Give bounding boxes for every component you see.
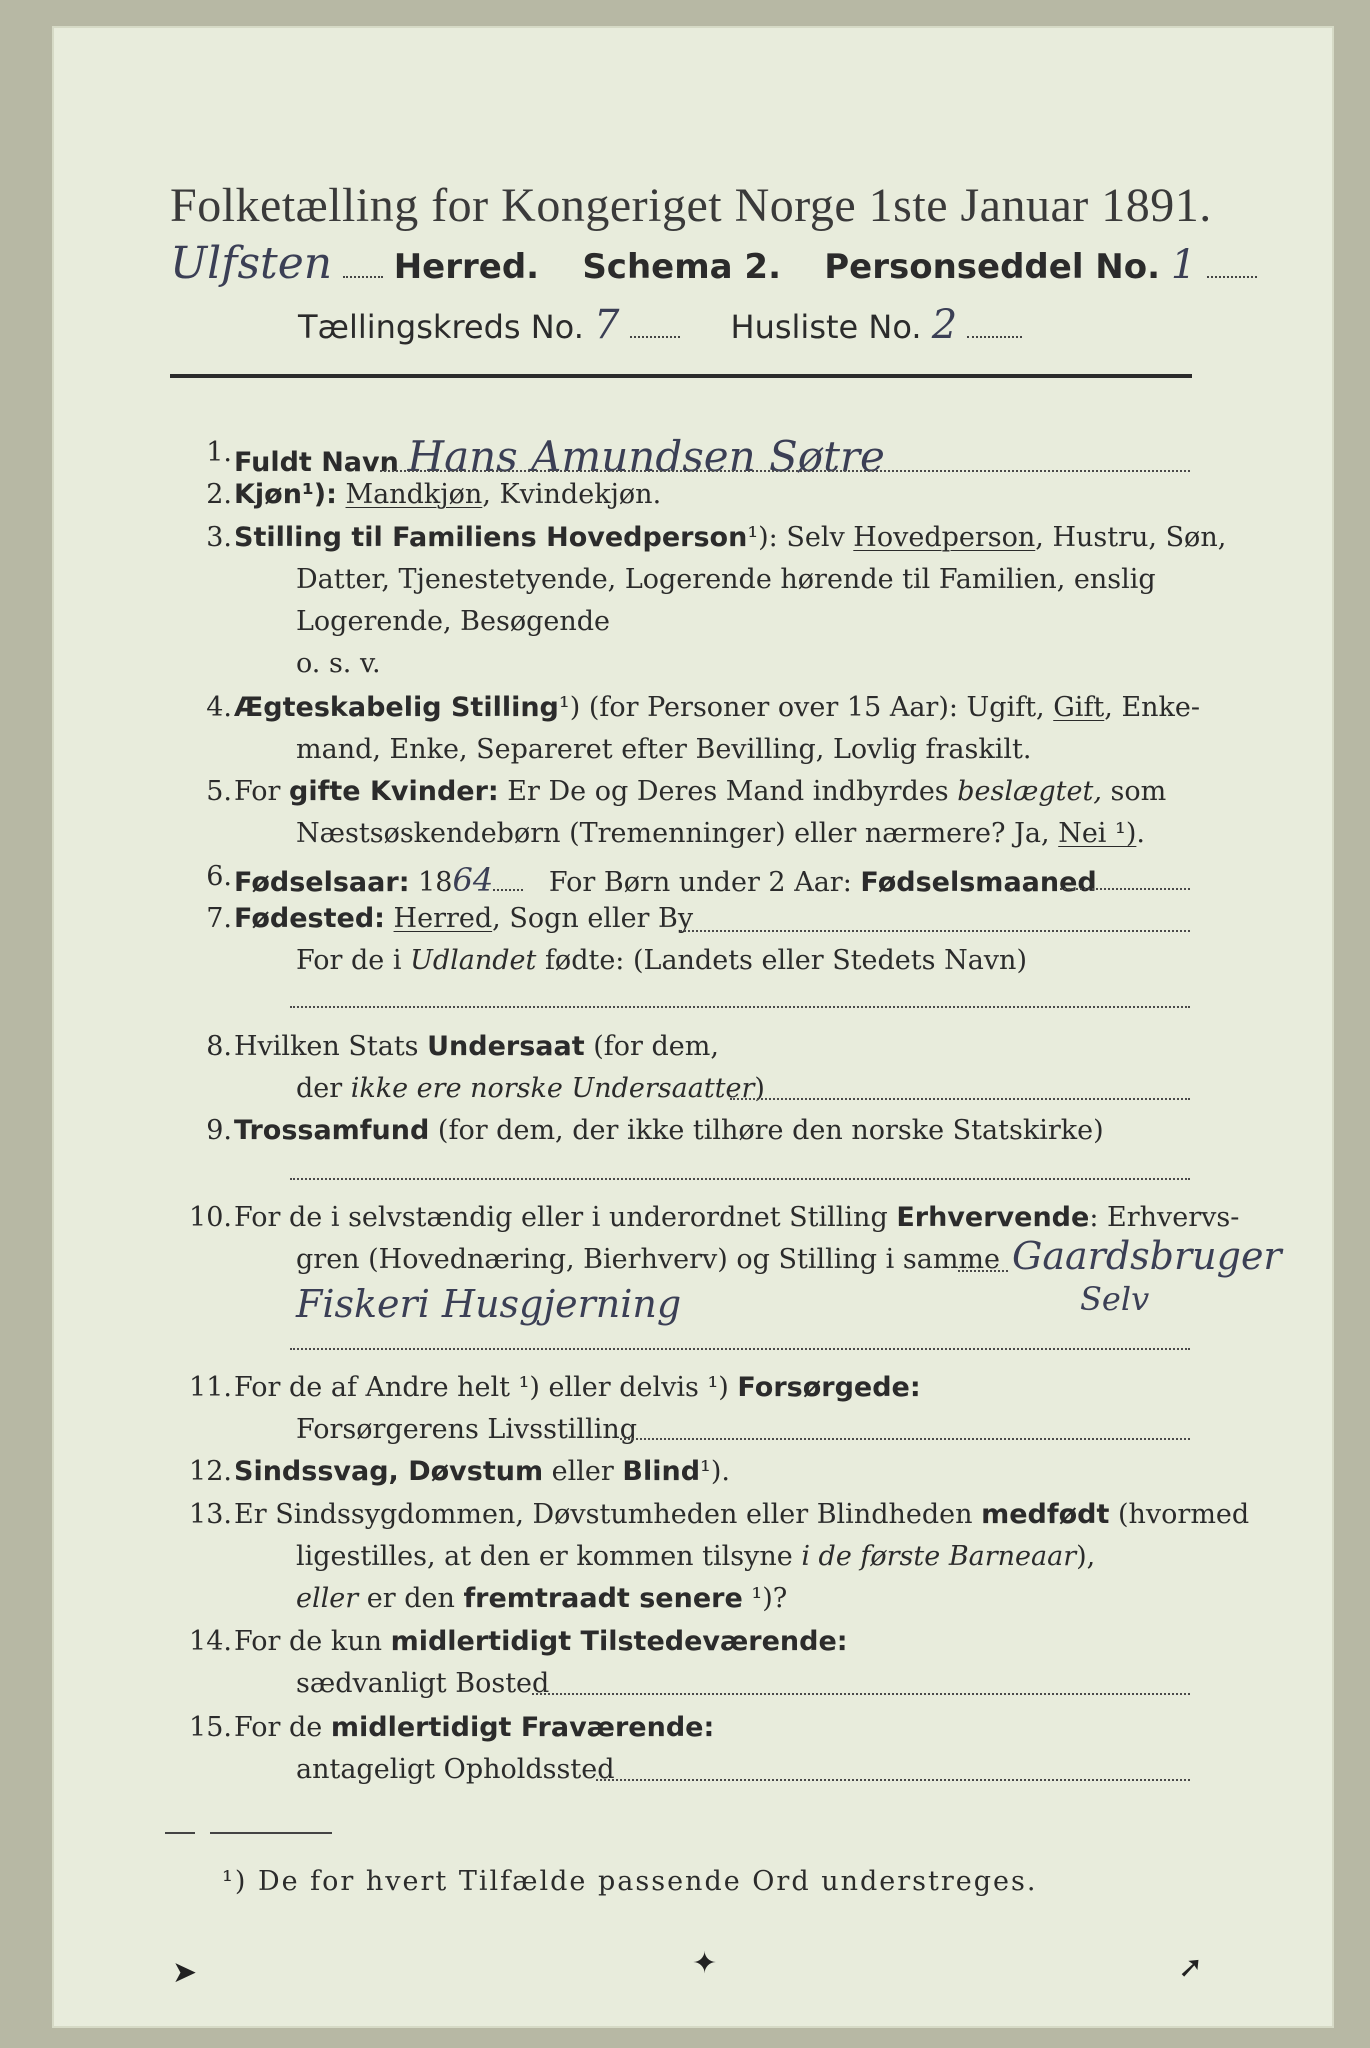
item-number: 8. [206, 1031, 232, 1062]
temporary-absent-text: For de [234, 1712, 331, 1743]
item-number: 5. [206, 776, 232, 807]
position-row-3: Logerende, Besøgende [296, 606, 610, 637]
full-name-row [234, 432, 885, 481]
herred-value: Ulfsten [170, 238, 333, 289]
occupation-text: : Erhvervs- [1089, 1202, 1240, 1233]
congenital-italic: i de første Barneaar [801, 1541, 1077, 1572]
usual-residence-line [532, 1693, 1190, 1695]
temporary-absent-row [234, 1712, 714, 1743]
position-selected: Hovedperson [853, 522, 1036, 553]
citizenship-line [730, 1098, 1190, 1100]
married-women-row [234, 776, 1166, 807]
personseddel-label: Personseddel No. [824, 247, 1161, 287]
temporary-present-label: midlertidigt Tilstedeværende: [390, 1626, 848, 1657]
temporary-absent-label: midlertidigt Fraværende: [330, 1712, 715, 1743]
later-label: fremtraadt senere [463, 1583, 743, 1614]
full-name-label: Fuldt Navn [234, 447, 399, 478]
supported-label: Forsørgede: [737, 1372, 921, 1403]
footnote-divider [165, 1832, 195, 1834]
occupation-label: Erhvervende [896, 1202, 1090, 1233]
usual-residence-row: sædvanligt Bosted [296, 1668, 550, 1699]
foreign-birth-line [290, 1006, 1190, 1008]
item-number: 13. [189, 1499, 232, 1530]
birth-month-label: Fødselsmaaned [860, 867, 1097, 898]
marital-row-2: mand, Enke, Separeret efter Bevilling, Lovlig fraskilt. [296, 734, 1032, 765]
birth-year-row [234, 861, 1097, 899]
header-rule [170, 374, 1192, 378]
husliste-value: 2 [931, 302, 958, 348]
citizenship-row-2 [296, 1073, 765, 1104]
birthplace-text: , Sogn eller By [492, 903, 694, 934]
married-women-italic: beslægtet, [957, 776, 1102, 807]
religion-text: (for dem, der ikke tilhøre den norske Statskirke) [429, 1115, 1104, 1146]
husliste-dots [967, 335, 1022, 338]
presumed-residence-line [596, 1779, 1190, 1781]
personseddel-dots [1207, 275, 1257, 278]
birth-month-text: For Børn under 2 Aar: [548, 867, 861, 898]
position-row [234, 522, 1226, 553]
herred-row [170, 238, 1257, 289]
married-women-end: . [1136, 818, 1145, 849]
item-number: 14. [189, 1626, 232, 1657]
disability-text: eller [543, 1456, 623, 1487]
schema-label: Schema 2. [582, 247, 781, 287]
presumed-residence-row: antageligt Opholdssted [296, 1754, 615, 1785]
occupation-value-2: Fiskeri Husgjerning [296, 1282, 682, 1326]
congenital-text: ), [1076, 1541, 1096, 1572]
congenital-row-2 [296, 1541, 1095, 1572]
position-text: , Hustru, Søn, [1035, 522, 1227, 553]
birthplace-line [680, 930, 1190, 932]
religion-row [234, 1115, 1104, 1146]
citizenship-text: Hvilken Stats [234, 1031, 428, 1062]
religion-line [290, 1178, 1190, 1180]
kreds-dots [630, 335, 680, 338]
congenital-text: er den [358, 1583, 464, 1614]
position-row-4: o. s. v. [296, 648, 381, 679]
temporary-present-text: For de kun [234, 1626, 391, 1657]
gender-rest: , Kvindekjøn. [482, 479, 662, 510]
supporter-line [620, 1438, 1190, 1440]
item-number: 11. [189, 1372, 232, 1403]
disability-row [234, 1456, 730, 1487]
congenital-text: (hvormed [1109, 1499, 1250, 1530]
married-women-text: som [1101, 776, 1167, 807]
birth-year-dots [493, 888, 523, 891]
citizenship-italic: ikke ere norske Undersaatter [350, 1073, 755, 1104]
position-label: Stilling til Familiens Hovedperson [234, 522, 748, 553]
item-number: 3. [206, 522, 232, 553]
occupation-text: gren (Hovednæring, Bierhverv) og Stilling i samme [296, 1244, 1001, 1275]
item-number: 10. [189, 1202, 232, 1233]
congenital-text: ¹)? [742, 1583, 788, 1614]
supported-row [234, 1372, 921, 1403]
item-number: 9. [206, 1115, 232, 1146]
birth-year-value: 64 [452, 861, 494, 899]
item-number: 4. [206, 692, 232, 723]
occupation-row [234, 1202, 1239, 1233]
religion-label: Trossamfund [234, 1115, 430, 1146]
congenital-label: medfødt [981, 1499, 1110, 1530]
footnote: ¹) De for hvert Tilfælde passende Ord understreges. [222, 1866, 1038, 1897]
item-number: 12. [189, 1456, 232, 1487]
citizenship-label: Undersaat [427, 1031, 585, 1062]
item-number: 2. [206, 479, 232, 510]
married-women-question: Næstsøskendebørn (Tremenninger) eller nærmere? Ja, [296, 818, 1059, 849]
occupation-line [958, 1270, 1008, 1272]
temporary-present-row [234, 1626, 848, 1657]
occupation-value-3: Selv [1080, 1280, 1150, 1318]
disability-label: Sindssvag, Døvstum [234, 1456, 544, 1487]
kreds-label: Tællingskreds No. [298, 308, 584, 346]
citizenship-text: ) [754, 1073, 765, 1104]
marital-text: , Enke- [1104, 692, 1201, 723]
gender-label: Kjøn¹): [234, 479, 337, 510]
occupation-text: For de i selvstændig eller i underordnet Stilling [234, 1202, 897, 1233]
disability-text: ¹). [700, 1456, 730, 1487]
registration-mark-icon: ✦ [692, 1946, 718, 1981]
item-number: 1. [206, 437, 232, 468]
registration-mark-icon: ➚ [1178, 1950, 1204, 1985]
footnote-divider [210, 1832, 332, 1834]
supporter-row: Forsørgerens Livsstilling [296, 1414, 638, 1445]
full-name-value: Hans Amundsen Søtre [407, 432, 885, 481]
full-name-line [380, 470, 1190, 472]
item-number: 7. [206, 903, 232, 934]
birthplace-label: Fødested: [234, 903, 385, 934]
congenital-text: ligestilles, at den er kommen tilsyne [296, 1541, 802, 1572]
position-row-2: Datter, Tjenestetyende, Logerende hørende til Familien, enslig [296, 564, 1156, 595]
kreds-value: 7 [594, 302, 620, 348]
congenital-text: Er Sindssygdommen, Døvstumheden eller Blindheden [234, 1499, 982, 1530]
herred-dots [343, 275, 383, 278]
birth-year-label: Fødselsaar: [234, 867, 410, 898]
citizenship-text: (for dem, [584, 1031, 719, 1062]
marital-label: Ægteskabelig Stilling [234, 692, 559, 723]
registration-mark-icon: ➤ [172, 1955, 198, 1990]
gender-male-selected: Mandkjøn [345, 479, 483, 510]
married-women-text: For [234, 776, 290, 807]
married-women-row-2 [296, 818, 1145, 849]
citizenship-row [234, 1031, 719, 1062]
citizenship-text: der [296, 1073, 351, 1104]
married-women-label: gifte Kvinder: [289, 776, 499, 807]
form-title: Folketælling for Kongeriget Norge 1ste Januar 1891. [170, 179, 1212, 232]
position-text: ¹): Selv [747, 522, 854, 553]
herred-label: Herred. [393, 247, 540, 287]
occupation-row-2 [296, 1244, 1000, 1275]
birth-month-line [1060, 888, 1190, 890]
birthplace-row [234, 903, 693, 934]
occupation-line-2 [290, 1348, 1190, 1350]
marital-row [234, 692, 1200, 723]
personseddel-value: 1 [1170, 242, 1197, 288]
marital-text: ¹) (for Personer over 15 Aar): Ugift, [558, 692, 1054, 723]
congenital-italic: eller [296, 1583, 359, 1614]
item-number: 6. [206, 861, 232, 892]
supported-text: For de af Andre helt ¹) eller delvis ¹) [234, 1372, 738, 1403]
birthplace-selected: Herred [393, 903, 493, 934]
marital-selected: Gift [1053, 692, 1105, 723]
foreign-birth-text: For de i [296, 945, 411, 976]
foreign-birth-text: fødte: (Landets eller Stedets Navn) [536, 945, 1027, 976]
foreign-birth-row [296, 945, 1027, 976]
congenital-row [234, 1499, 1249, 1530]
married-women-selected: Nei ¹) [1058, 818, 1137, 849]
kreds-row [298, 302, 1022, 348]
gender-row [234, 479, 661, 510]
congenital-row-3 [296, 1583, 787, 1614]
birth-year-prefix: 18 [409, 867, 453, 898]
blind-label: Blind [622, 1456, 701, 1487]
item-number: 15. [189, 1712, 232, 1743]
husliste-label: Husliste No. [730, 308, 922, 346]
married-women-text: Er De og Deres Mand indbyrdes [498, 776, 958, 807]
occupation-value-1: Gaardsbruger [1012, 1234, 1282, 1278]
foreign-birth-italic: Udlandet [410, 945, 537, 976]
